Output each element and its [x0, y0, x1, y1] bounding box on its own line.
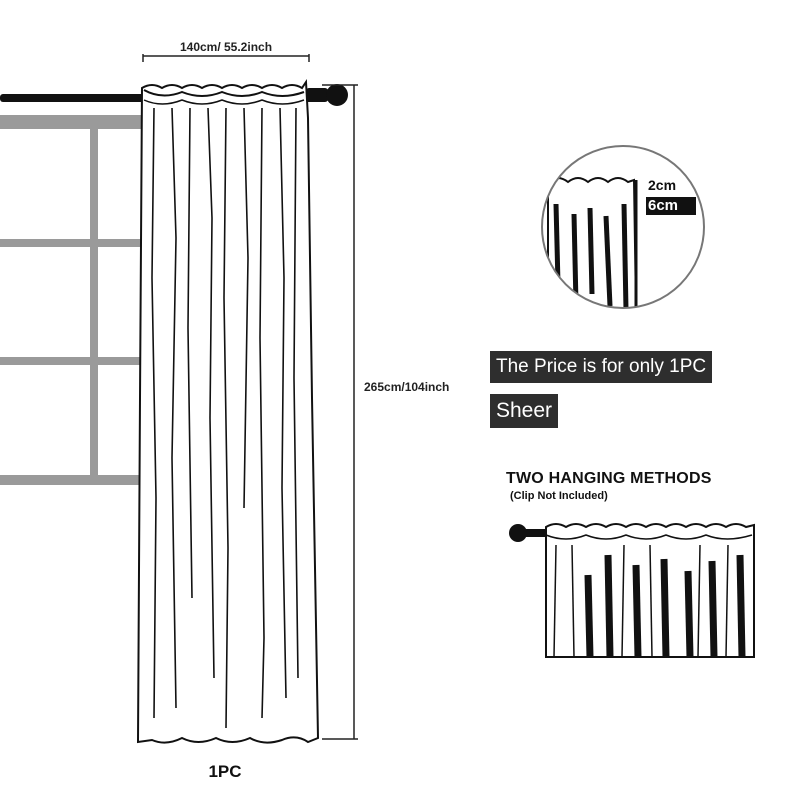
zoom-detail-circle [540, 144, 706, 310]
hanging-methods-note: (Clip Not Included) [510, 490, 608, 502]
quantity-label: 1PC [208, 762, 242, 781]
material-banner: Sheer [490, 394, 558, 428]
curtain-panel [132, 78, 328, 746]
hanging-methods-title: TWO HANGING METHODS [506, 470, 712, 487]
height-dimension-line [318, 84, 362, 740]
pocket-size-label: 6cm [646, 197, 696, 215]
price-note-banner: The Price is for only 1PC [490, 351, 712, 383]
height-label: 265cm/104inch [364, 380, 450, 394]
window-illustration [0, 115, 142, 485]
rod-pocket-curtain-illustration [500, 515, 760, 665]
width-label: 140cm/ 55.2inch [142, 40, 310, 54]
header-size-label: 2cm [648, 177, 677, 193]
